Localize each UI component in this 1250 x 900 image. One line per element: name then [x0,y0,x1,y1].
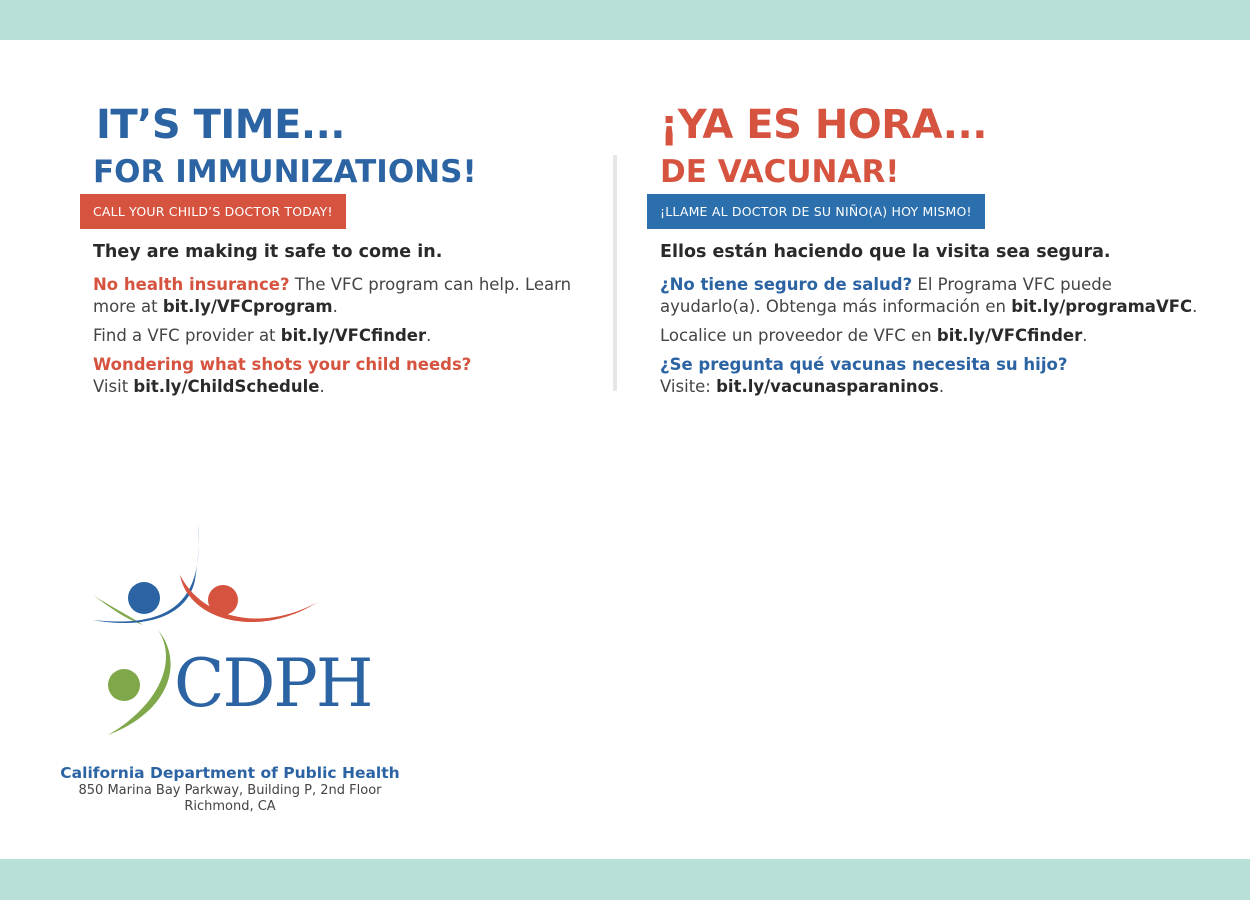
period: . [319,377,325,396]
top-color-band [0,0,1250,40]
spanish-shots-text: Visite: [660,377,717,396]
period: . [332,297,338,316]
cdph-logo [88,520,378,745]
organization-block [60,763,400,815]
child-schedule-link[interactable]: bit.ly/ChildSchedule [133,377,320,396]
vacunas-link[interactable]: bit.ly/vacunasparaninos [716,377,939,396]
bottom-color-band [0,859,1250,900]
organization-address-line1: 850 Marina Bay Parkway, Building P, 2nd Floor [78,783,382,798]
logo-blue-head [128,582,160,614]
period: . [1192,297,1198,316]
english-safe-line: They are making it safe to come in. [93,242,443,262]
spanish-shots-paragraph [660,354,1207,398]
logo-red-swoosh [180,575,318,622]
spanish-section [647,100,1207,405]
english-subheadline: FOR IMMUNIZATIONS! [93,154,477,190]
spanish-provider-text: Localice un proveedor de VFC en [660,326,937,345]
vfc-program-link[interactable]: bit.ly/VFCprogram [162,297,333,316]
english-provider-text: Find a VFC provider at [93,326,281,345]
organization-address-line2: Richmond, CA [184,799,276,814]
spanish-headline: ¡YA ES HORA... [660,102,987,148]
english-section [80,100,580,405]
programa-vfc-link[interactable]: bit.ly/programaVFC [1011,297,1193,316]
spanish-body [660,240,1207,398]
english-provider-paragraph [93,325,580,347]
spanish-insurance-text: El Programa VFC puede ayudarlo(a). Obtenga más información en [660,275,1112,316]
logo-green-head [108,669,140,701]
english-shots-text: Visit [93,377,134,396]
column-divider [613,155,617,391]
spanish-insurance-paragraph [660,274,1207,318]
english-insurance-paragraph [93,274,580,318]
english-insurance-question: No health insurance? [93,275,290,294]
english-shots-question: Wondering what shots your child needs? [93,355,472,374]
vfc-finder-link[interactable]: bit.ly/VFCfinder [280,326,427,345]
spanish-subheadline: DE VACUNAR! [660,154,900,190]
period: . [426,326,432,345]
period: . [938,377,945,396]
spanish-shots-question: ¿Se pregunta qué vacunas necesita su hijo? [660,355,1068,374]
spanish-callout-banner: ¡LLAME AL DOCTOR DE SU NIÑO(A) HOY MISMO! [647,194,985,229]
english-body [93,240,580,398]
english-shots-paragraph [93,354,580,398]
english-callout-banner: CALL YOUR CHILD’S DOCTOR TODAY! [80,194,346,229]
organization-name: California Department of Public Health [60,764,400,782]
english-insurance-text: The VFC program can help. Learn more at [93,275,572,316]
period: . [1082,326,1088,345]
logo-wordmark: CDPH [174,645,372,722]
spanish-provider-paragraph [660,325,1207,347]
english-headline: IT’S TIME... [96,102,345,148]
spanish-safe-line: Ellos están haciendo que la visita sea segura. [660,242,1111,262]
spanish-insurance-question: ¿No tiene seguro de salud? [660,275,913,294]
vfc-finder-link-es[interactable]: bit.ly/VFCfinder [936,326,1083,345]
